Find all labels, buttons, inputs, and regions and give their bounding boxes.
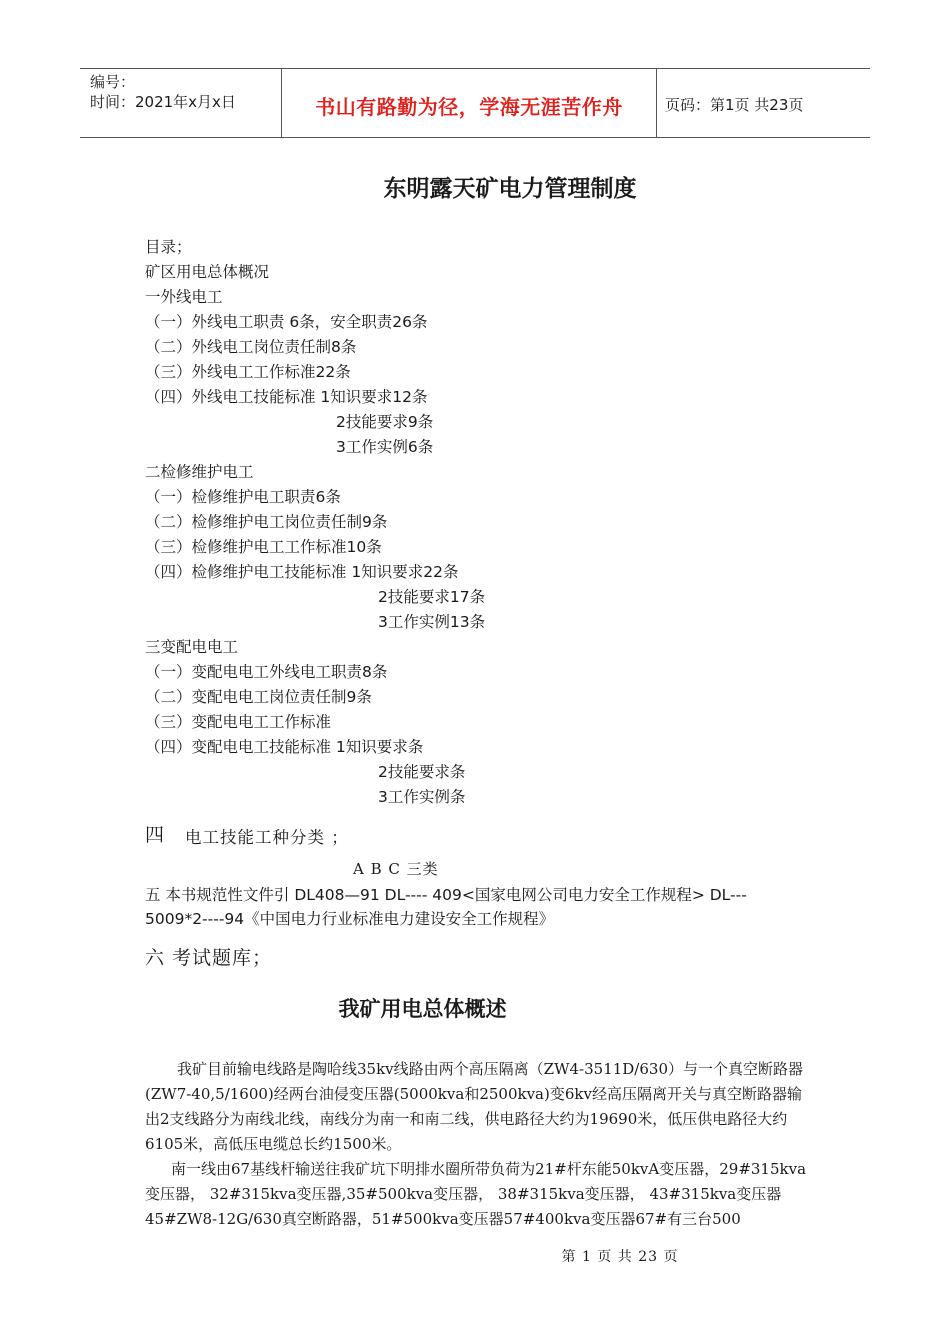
document-title: 东明露天矿电力管理制度 [383, 176, 637, 202]
header-motto: 书山有路勤为径，学海无涯苦作舟 [315, 95, 623, 119]
document-date: 时间：2021年x月x日 [90, 93, 236, 111]
toc-section: 一外线电工 [145, 288, 223, 306]
toc-item: （一）检修维护电工职责6条 [145, 488, 341, 506]
toc-subitem: 3工作实例13条 [378, 613, 486, 631]
toc-item: （一）外线电工职责 6条，安全职责26条 [145, 313, 428, 331]
toc-item: （二）检修维护电工岗位责任制9条 [145, 513, 388, 531]
body-paragraph: 我矿目前输电线路是陶哈线35kv线路由两个高压隔离（ZW4-3511D/630）与一个真空断路器(ZW7-40,5/1600)经两台油侵变压器(5000kva和2500kva)变6kv经高压隔离开关与真空断路器输出2支线路分为南线北线，南线分为南一和南二线，供电路径大约为19690米，低压供电路径大约6105米，高低压电缆总长约1500米。 [145, 1060, 803, 1153]
header-page-number: 页码：第1页 共23页 [665, 96, 804, 114]
toc-item: （四）外线电工技能标准 1知识要求12条 [145, 388, 428, 406]
toc-item: （四）变配电电工技能标准 1知识要求条 [145, 738, 424, 756]
toc-section-number: 四 [145, 824, 165, 846]
page-header [80, 68, 870, 138]
toc-subitem: A B C 三类 [353, 860, 439, 878]
toc-item: （四）检修维护电工技能标准 1知识要求22条 [145, 563, 459, 581]
toc-section-continued: 5009*2----94《中国电力行业标准电力建设安全工作规程》 [145, 910, 555, 928]
toc-subitem: 3工作实例6条 [336, 438, 434, 456]
toc-section: 六 考试题库； [145, 947, 273, 969]
toc-item: （三）检修维护电工工作标准10条 [145, 538, 382, 556]
toc-section: 五 本书规范性文件引 DL408—91 DL---- 409<国家电网公司电力安全工作规程> DL--- [145, 886, 747, 904]
header-meta-cell [80, 69, 282, 137]
toc-item: 矿区用电总体概况 [145, 263, 270, 281]
toc-subitem: 2技能要求17条 [378, 588, 486, 606]
body-paragraph: 南一线由67基线杆输送往我矿坑下明排水圈所带负荷为21#杆东能50kvA变压器，29#315kva变压器， 32#315kva变压器,35#500kva变压器， 38#315kva变压器， 43#315kva变压器45#ZW8-12G/630真空断路器，51#500kva变压器57#400kva变压器67#有三台500 [145, 1160, 807, 1228]
toc-section: 电工技能工种分类 ； [185, 828, 349, 847]
toc-subitem: 2技能要求9条 [336, 413, 434, 431]
toc-item: （二）外线电工岗位责任制8条 [145, 338, 357, 356]
toc-subitem: 2技能要求条 [378, 763, 466, 781]
document-number-label: 编号： [90, 73, 136, 91]
toc-section: 二检修维护电工 [145, 463, 254, 481]
toc-heading: 目录； [145, 238, 192, 256]
toc-item: （三）外线电工工作标准22条 [145, 363, 351, 381]
header-page-cell [657, 69, 870, 137]
toc-item: （一）变配电电工外线电工职责8条 [145, 663, 388, 681]
toc-item: （二）变配电电工岗位责任制9条 [145, 688, 372, 706]
toc-section: 三变配电电工 [145, 638, 239, 656]
header-motto-cell [282, 69, 657, 137]
section-title: 我矿用电总体概述 [338, 997, 507, 1021]
toc-subitem: 3工作实例条 [378, 788, 466, 806]
page-footer: 第 1 页 共 23 页 [561, 1249, 679, 1265]
toc-item: （三）变配电电工工作标准 [145, 713, 332, 731]
